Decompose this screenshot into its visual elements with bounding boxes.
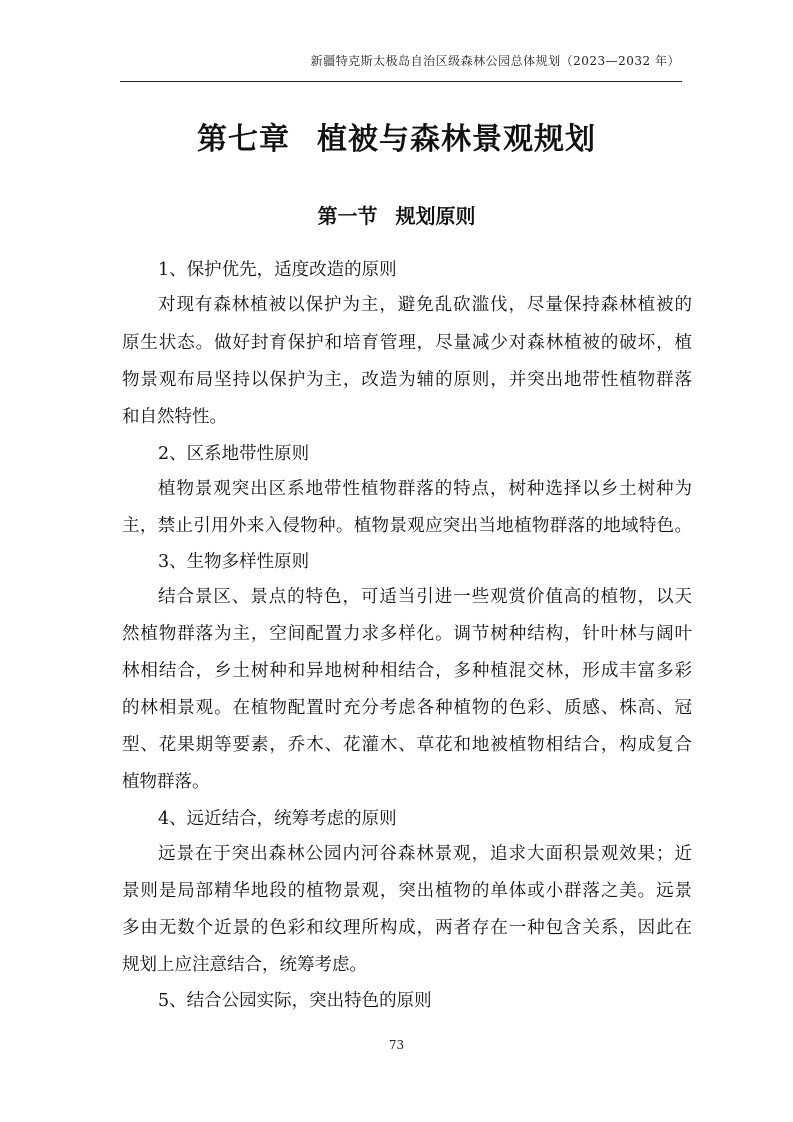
chapter-name: 植被与森林景观规划	[317, 122, 596, 157]
paragraph-line: 和自然特性。	[122, 407, 227, 427]
paragraph-line: 主，禁止引用外来入侵物种。植物景观应突出当地植物群落的地域特色。	[122, 516, 692, 536]
paragraph-line: 林相结合，乡土树种和异地树种相结合，多种植混交林，形成丰富多彩	[122, 661, 692, 681]
principle-heading: 2、区系地带性原则	[158, 444, 310, 464]
paragraph-line: 物景观布局坚持以保护为主，改造为辅的原则，并突出地带性植物群落	[122, 370, 692, 390]
section-number: 第一节	[317, 204, 378, 228]
paragraph-line: 植物群落。	[122, 772, 210, 792]
chapter-title	[0, 114, 793, 158]
paragraph-line: 植物景观突出区系地带性植物群落的特点，树种选择以乡土树种为	[158, 479, 692, 499]
running-header: 新疆特克斯太极岛自治区级森林公园总体规划（2023—2032 年）	[310, 54, 680, 68]
principle-heading: 1、保护优先，适度改造的原则	[158, 260, 397, 280]
paragraph-line: 的林相景观。在植物配置时充分考虑各种植物的色彩、质感、株高、冠	[122, 698, 692, 718]
paragraph-line: 对现有森林植被以保护为主，避免乱砍滥伐，尽量保持森林植被的	[158, 295, 692, 315]
paragraph-line: 多由无数个近景的色彩和纹理所构成，两者存在一种包含关系，因此在	[122, 918, 692, 938]
principle-heading: 5、结合公园实际，突出特色的原则	[158, 991, 432, 1011]
paragraph-line: 规划上应注意结合，统筹考虑。	[122, 955, 367, 975]
header-rule	[120, 81, 682, 82]
paragraph-line: 型、花果期等要素，乔木、花灌木、草花和地被植物相结合，构成复合	[122, 735, 692, 755]
paragraph-line: 远景在于突出森林公园内河谷森林景观，追求大面积景观效果；近	[158, 844, 692, 864]
page-number: 73	[388, 1038, 405, 1052]
paragraph-line: 原生状态。做好封育保护和培育管理，尽量减少对森林植被的破坏，植	[122, 333, 692, 353]
section-name: 规划原则	[395, 204, 476, 228]
paragraph-line: 景则是局部精华地段的植物景观，突出植物的单体或小群落之美。远景	[122, 881, 692, 901]
chapter-number: 第七章	[197, 122, 290, 157]
principle-heading: 4、远近结合，统筹考虑的原则	[158, 809, 397, 829]
paragraph-line: 结合景区、景点的特色，可适当引进一些观赏价值高的植物，以天	[158, 587, 692, 607]
principle-heading: 3、生物多样性原则	[158, 552, 310, 572]
section-title	[0, 200, 793, 229]
paragraph-line: 然植物群落为主，空间配置力求多样化。调节树种结构，针叶林与阔叶	[122, 624, 692, 644]
